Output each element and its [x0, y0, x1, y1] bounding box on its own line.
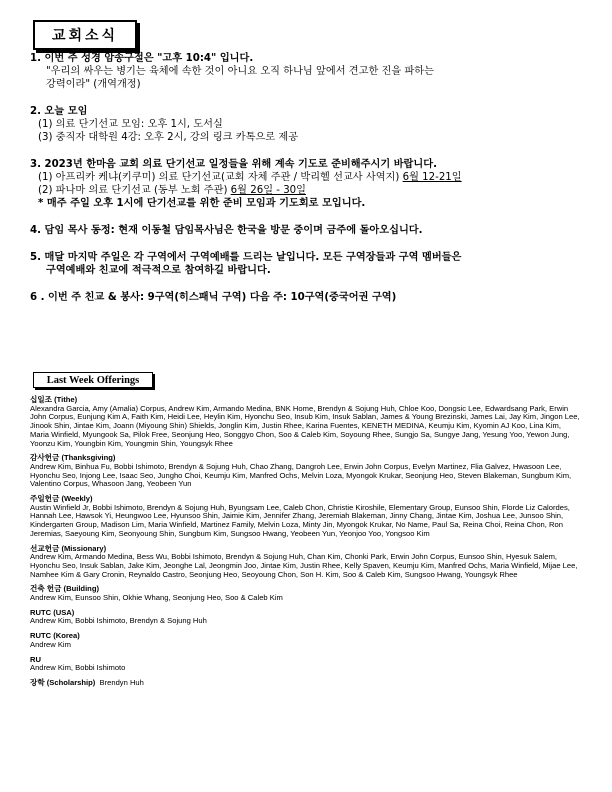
mission-note: * 매주 주일 오후 1시에 단기선교를 위한 준비 모임과 기도회로 모입니다.	[38, 198, 366, 209]
category-names: Andrew Kim, Bobbi Ishimoto, Brendyn & Sojung Huh	[30, 616, 207, 626]
offering-category-weekly	[30, 495, 582, 539]
category-title: 장학 (Scholarship)	[30, 677, 96, 687]
category-names: Andrew Kim, Armando Medina, Bess Wu, Bobbi Ishimoto, Brendyn & Sojung Huh, Chan Kim, Chonki Park, Erwin John Corpus, Eunsoo Shin, Hyesuk Salem, Hyonchu Seo, Insuk Sablan, Jake Kim, Jeonghe Lal, Jeongmin Joo, Jintae Kim, Justin Rhee, Kelly Spaven, Keumju Kim, Manfred Ochs, Maria Winfield, Mijae Lee, Namhee Kim & Gary Cronin, Reynaldo Castro, Seonjung Heo, Seoyoung Chon, Son H. Kim, Soo & Caleb Kim, Sungsoo Hwang, Youngsyk Rhee	[30, 552, 578, 579]
mission-line-2-date: 6월 26일 - 30일	[230, 185, 306, 196]
news-item-3	[30, 158, 590, 210]
meeting-line-2: (3) 중직자 대학원 4강: 오후 2시, 강의 링크 카톡으로 제공	[38, 132, 299, 143]
offering-category-missionary	[30, 545, 582, 580]
mission-heading: 3. 2023년 한마음 교회 의료 단기선교 일정들을 위해 계속 기도로 준비해주시기 바랍니다.	[30, 159, 437, 170]
mission-line-2	[30, 184, 590, 197]
meeting-line-1: (1) 의료 단기선교 모임: 오후 1시, 도서실	[38, 119, 223, 130]
cell-worship-line-1: 5. 매달 마지막 주일은 각 구역에서 구역예배를 드리는 날입니다. 모든 구역장들과 구역 멤버들은	[30, 252, 462, 263]
offering-category-thanksgiving	[30, 454, 582, 489]
news-item-5	[30, 251, 590, 277]
category-names: Andrew Kim, Bobbi Ishimoto	[30, 663, 126, 673]
fellowship-line: 6 . 이번 주 친교 & 봉사: 9구역(히스패닉 구역) 다음 주: 10구역(중국어권 구역)	[30, 292, 397, 303]
category-names: Andrew Kim	[30, 639, 71, 649]
offering-category-ru	[30, 656, 582, 673]
category-title: RUTC (USA)	[30, 607, 75, 617]
news-item-6	[30, 291, 590, 304]
mission-line-1-text: (1) 아프리카 케냐(키쿠미) 의료 단기선교(교회 자체 주관 / 박리헬 선교사 사역지)	[38, 172, 403, 183]
offering-category-tithe	[30, 396, 582, 448]
news-item-2	[30, 105, 590, 144]
offering-category-scholarship	[30, 679, 582, 688]
news-item-1	[30, 52, 590, 91]
pastor-news-line: 4. 담임 목사 동정: 현재 이동철 담임목사님은 한국을 방문 중이며 금주에 돌아오십니다.	[30, 225, 423, 236]
memory-verse-line: 1. 이번 주 성경 암송구절은 "고후 10:4" 입니다.	[30, 53, 254, 64]
category-names: Austin Winfield Jr, Bobbi Ishimoto, Brendyn & Sojung Huh, Byungsam Lee, Caleb Chon, Christie Kiroshile, Elementary Group, Eunsoo Shin, Florde Liz Calordes, Hannah Lee, Hawsok Yi, Heungwoo Lee, Hyunsoo Shin, Jaimie Kim, Jennifer Zhang, Jeremiah Blakeman, Jinny Chang, Jintae Kim, Joshua Lee, Junsoo Shin, Kindergarten Group, Madison Lim, Maria Winfield, Martinez Family, Melvin Loza, Minty Jin, Myongok Krukar, No Name, Paul Sa, Reina Choi, Reina Chon, Ron Jeremias, Saeyoung Kim, Seonyoung Shin, Sungbum Kim, Sungsoo Hwang, Yeobeen Yun, Yeonjoo Yoo, Yongsoo Kim	[30, 502, 570, 538]
mission-line-1-date: 6월 12-21일	[402, 172, 462, 183]
category-title: RUTC (Korea)	[30, 631, 80, 641]
meetings-heading: 2. 오늘 모임	[30, 106, 88, 117]
category-names: Brendyn Huh	[99, 677, 144, 687]
church-news	[30, 52, 590, 318]
page-title: 교회소식	[33, 20, 137, 50]
cell-worship-line-2: 구역예배와 친교에 적극적으로 참여하길 바랍니다.	[46, 265, 271, 276]
mission-line-1	[30, 171, 590, 184]
offerings-list	[30, 396, 582, 694]
offering-category-rutc-korea	[30, 632, 582, 649]
offering-category-rutc-usa	[30, 609, 582, 626]
verse-quote-line-1: "우리의 싸우는 병기는 육체에 속한 것이 아니요 오직 하나님 앞에서 견고한 진을 파하는	[46, 66, 434, 77]
category-title: 십일조 (Tithe)	[30, 395, 78, 404]
category-title: 감사헌금 (Thanksgiving)	[30, 453, 116, 463]
news-item-4	[30, 224, 590, 237]
category-title: 건축 헌금 (Building)	[30, 584, 99, 594]
mission-line-2-text: (2) 파나마 의료 단기선교 (동부 노회 주관)	[38, 185, 231, 196]
category-title: 주일헌금 (Weekly)	[30, 494, 93, 504]
category-names: Andrew Kim, Eunsoo Shin, Okhie Whang, Seonjung Heo, Soo & Caleb Kim	[30, 593, 283, 603]
verse-quote-line-2: 강력이라" (개역개정)	[46, 79, 141, 90]
category-title: RU	[30, 654, 41, 664]
category-names: Alexandra Garcia, Amy (Amalia) Corpus, Andrew Kim, Armando Medina, BNK Home, Brendyn & Sojung Huh, Chloe Koo, Dongsic Lee, Edwardsang Park, Erwin John Corpus, Eunjung Kim A, Faith Kim, Heidi Lee, Heylin Kim, Hyonchu Seo, Insub Kim, Insuk Sablan, James & Young Brezinski, James Lai, Jay Kim, Jingon Lee, Jinook Shin, Jintae Kim, Joann (Miyoung Shin) Shields, Jonglin Kim, Justin Rhee, Karina Fuentes, KENETH MEDINA, Keumju Kim, Kyomin AJ Koo, Lina Kim, Maria Winfield, Myungook Sa, Pilok Free, Seonjung Heo, Songgyo Chon, Soo & Caleb Kim, Soyoung Rhee, Sungjo Sa, Sungye Jang, Yesung Yoo, Yewon Jung, Yoonzu Kim, Youngbin Kim, Youngmin Shin, Youngsyk Rhee	[30, 403, 580, 448]
offerings-title: Last Week Offerings	[33, 372, 153, 388]
category-names: Andrew Kim, Binhua Fu, Bobbi Ishimoto, Brendyn & Sojung Huh, Chao Zhang, Dangroh Lee, Erwin John Corpus, Evelyn Martinez, Flia Galvez, Hwasoon Lee, Hyonchu Seo, Injong Lee, Isaac Seo, Jungho Choi, Keumju Kim, Manfred Ochs, Melvin Loza, Myongok Krukar, Seonjung Heo, Steven Blakeman, Sungbum Kim, Valentino Corpus, Whasoon Jang, Yeobeen Yun	[30, 461, 572, 489]
offering-category-building	[30, 585, 582, 602]
category-title: 선교헌금 (Missionary)	[30, 543, 107, 553]
